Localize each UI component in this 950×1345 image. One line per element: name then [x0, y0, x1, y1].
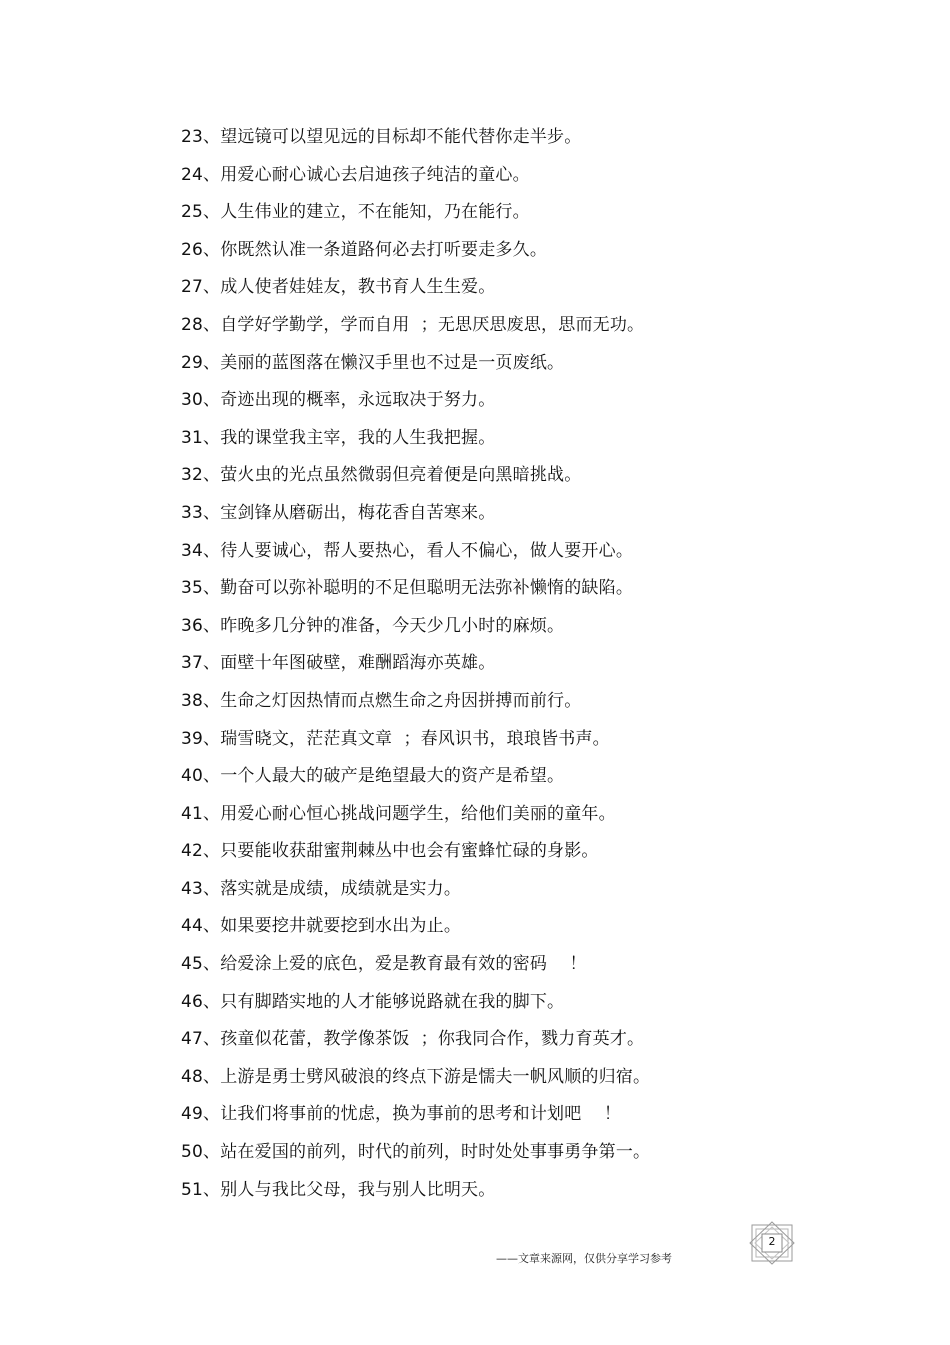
- quote-line: 30、奇迹出现的概率，永远取决于努力。: [181, 390, 496, 411]
- quote-line: 38、生命之灯因热情而点燃生命之舟因拼搏而前行。: [181, 690, 582, 711]
- quote-line: 34、待人要诚心，帮人要热心，看人不偏心，做人要开心。: [181, 540, 634, 561]
- quote-line: 51、别人与我比父母，我与别人比明天。: [181, 1179, 496, 1200]
- quote-line: 32、萤火虫的光点虽然微弱但亮着便是向黑暗挑战。: [181, 465, 582, 486]
- quote-line: 24、用爱心耐心诚心去启迪孩子纯洁的童心。: [181, 164, 530, 185]
- quote-line: 36、昨晚多几分钟的准备，今天少几小时的麻烦。: [181, 615, 565, 636]
- quote-line: 26、你既然认准一条道路何必去打听要走多久。: [181, 239, 548, 260]
- quote-line: 37、面壁十年图破壁，难酬蹈海亦英雄。: [181, 653, 496, 674]
- quote-line: 25、人生伟业的建立，不在能知，乃在能行。: [181, 202, 530, 223]
- quote-line: 28、自学好学勤学，学而自用 ；无思厌思废思，思而无功。: [181, 314, 645, 335]
- quote-line: 42、只要能收获甜蜜荆棘丛中也会有蜜蜂忙碌的身影。: [181, 841, 599, 862]
- page-number-badge: [748, 1221, 796, 1265]
- quote-line: 33、宝剑锋从磨砺出，梅花香自苦寒来。: [181, 502, 496, 523]
- quote-line: 23、望远镜可以望见远的目标却不能代替你走半步。: [181, 127, 582, 147]
- quote-line: 48、上游是勇士劈风破浪的终点下游是懦夫一帆风顺的归宿。: [181, 1066, 651, 1087]
- quote-line: 39、瑞雪晓文，茫茫真文章 ；春风识书，琅琅皆书声。: [181, 728, 610, 749]
- quote-line: 40、一个人最大的破产是绝望最大的资产是希望。: [181, 766, 565, 787]
- quote-line: 49、让我们将事前的忧虑，换为事前的思考和计划吧 ！: [181, 1104, 622, 1125]
- quote-line: 35、勤奋可以弥补聪明的不足但聪明无法弥补懒惰的缺陷。: [181, 578, 634, 599]
- quote-line: 41、用爱心耐心恒心挑战问题学生，给他们美丽的童年。: [181, 803, 616, 824]
- quote-line: 47、孩童似花蕾，教学像茶饭 ；你我同合作，戮力育英才。: [181, 1029, 645, 1050]
- quote-line: 50、站在爱国的前列，时代的前列，时时处处事事勇争第一。: [181, 1142, 651, 1163]
- quote-list: [181, 119, 881, 1209]
- quote-line: 29、美丽的蓝图落在懒汉手里也不过是一页废纸。: [181, 352, 565, 373]
- quote-line: 43、落实就是成绩，成绩就是实力。: [181, 878, 462, 899]
- quote-line: 46、只有脚踏实地的人才能够说路就在我的脚下。: [181, 991, 565, 1012]
- quote-line: 31、我的课堂我主宰，我的人生我把握。: [181, 427, 496, 448]
- quote-line: 27、成人使者娃娃友，教书育人生生爱。: [181, 277, 496, 298]
- page-number: 2: [768, 1235, 776, 1248]
- quote-line: 45、给爱涂上爱的底色，爱是教育最有效的密码 ！: [181, 954, 587, 975]
- quote-line: 44、如果要挖井就要挖到水出为止。: [181, 916, 462, 937]
- footer-source-note: ——文章来源网，仅供分享学习参考: [496, 1252, 672, 1265]
